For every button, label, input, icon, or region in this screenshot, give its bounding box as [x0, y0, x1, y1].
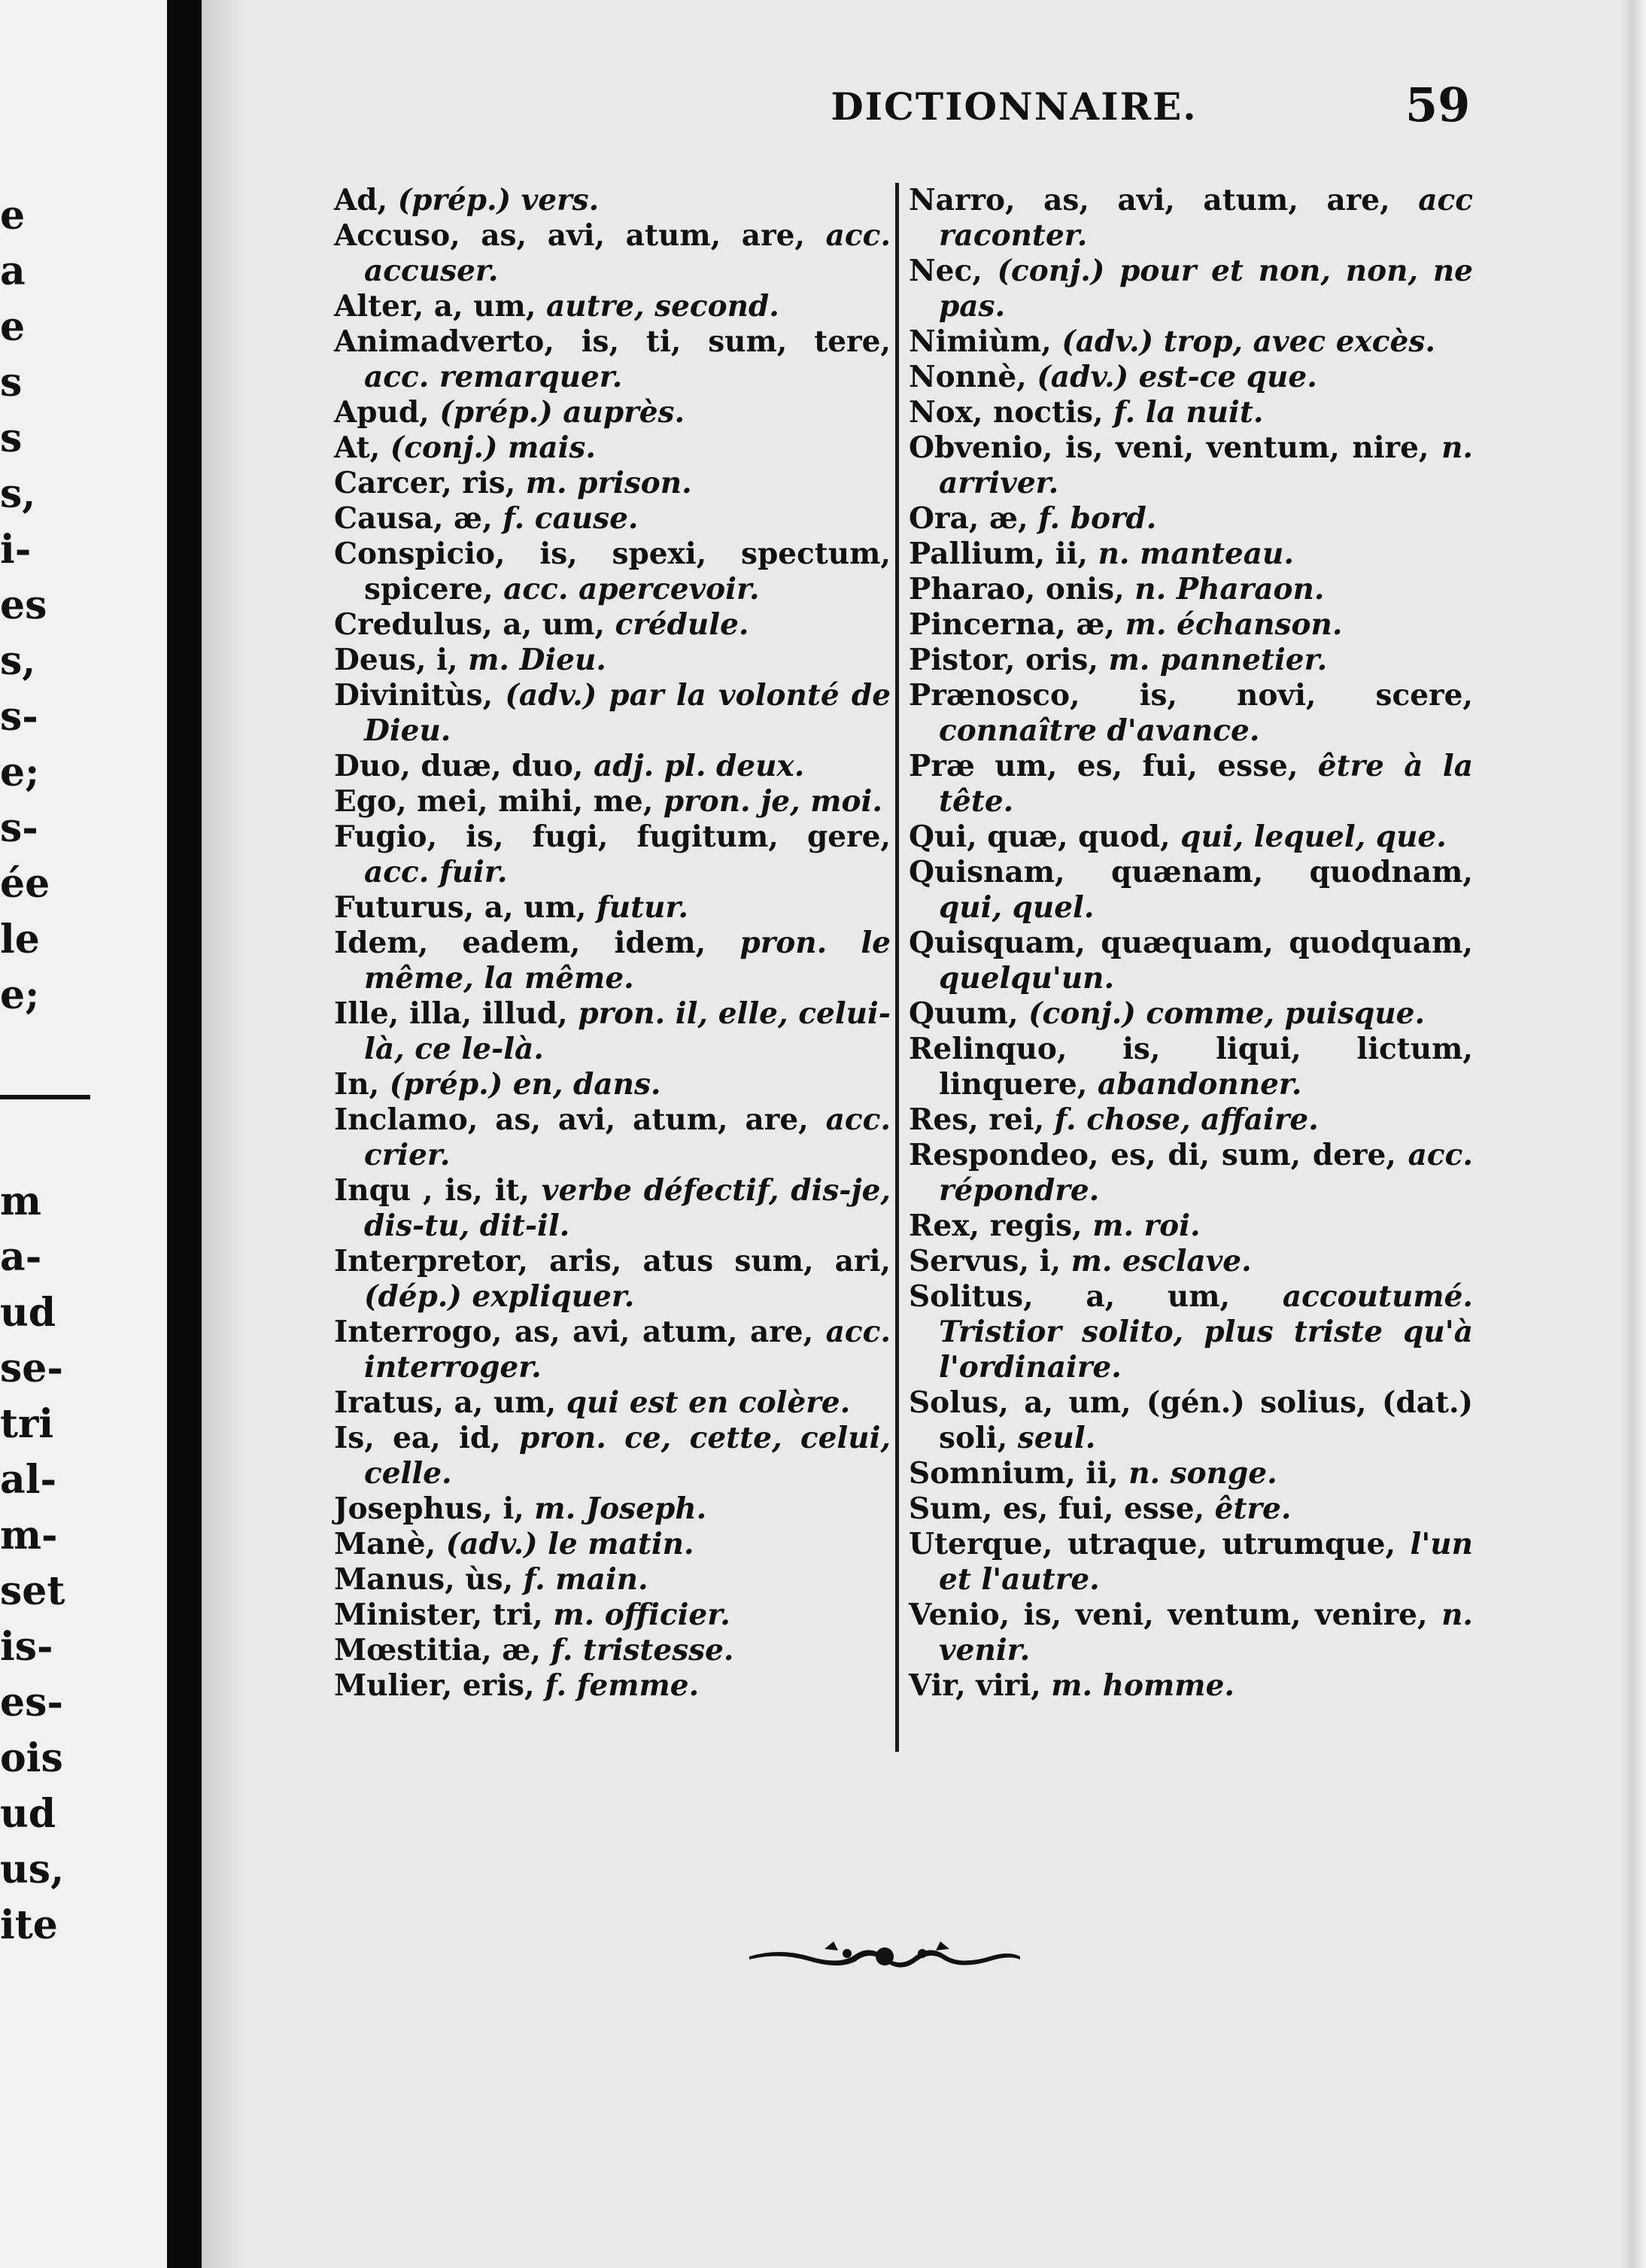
dictionary-entry — [334, 643, 891, 678]
entry-headword: Is, ea, id, — [334, 1421, 520, 1455]
facing-page-fragment: s, — [0, 638, 36, 684]
dictionary-entry — [334, 1527, 891, 1562]
dictionary-entry — [334, 890, 891, 926]
entry-headword: Relinquo, is, liqui, lictum, linquere, — [909, 1032, 1473, 1102]
dictionary-entry — [334, 1633, 891, 1668]
entry-headword: Deus, i, — [334, 643, 469, 677]
dictionary-entry — [909, 1102, 1473, 1138]
entry-headword: Servus, i, — [909, 1244, 1071, 1278]
dictionary-entry — [334, 819, 891, 890]
entry-headword: Ille, illa, illud, — [334, 996, 579, 1031]
entry-gloss: pron. il, elle, celui-là, ce le-là. — [364, 996, 891, 1066]
entry-headword: Quisquam, quæquam, quodquam, — [909, 926, 1473, 960]
entry-headword: Apud, — [334, 395, 440, 430]
entry-headword: Nec, — [909, 254, 998, 288]
facing-page-fragment: i- — [0, 527, 32, 573]
entry-headword: Pharao, onis, — [909, 572, 1135, 607]
dictionary-entry — [334, 1244, 891, 1315]
entry-gloss: adj. pl. deux. — [593, 749, 805, 783]
entry-headword: Qui, quæ, quod, — [909, 819, 1181, 854]
dictionary-entry — [334, 1421, 891, 1491]
entry-gloss: pron. je, moi. — [663, 784, 882, 819]
facing-page-fragment: a- — [0, 1234, 42, 1280]
dictionary-entry — [909, 749, 1473, 819]
facing-page-rule — [0, 1095, 90, 1099]
facing-page-fragment: le — [0, 917, 40, 962]
facing-page-fragment: ite — [0, 1902, 58, 1948]
entry-gloss: acc. fuir. — [364, 855, 508, 889]
facing-page-fragment: se- — [0, 1345, 63, 1391]
entry-headword: Manus, ùs, — [334, 1562, 524, 1597]
entry-headword: Minister, tri, — [334, 1598, 554, 1632]
dictionary-entry — [909, 1598, 1473, 1668]
entry-headword: Venio, is, veni, ventum, venire, — [909, 1598, 1442, 1632]
entry-gloss: f. la nuit. — [1113, 395, 1264, 430]
entry-gloss: m. échanson. — [1125, 607, 1343, 642]
book-gutter — [167, 0, 202, 2268]
entry-headword: Carcer, ris, — [334, 466, 526, 500]
dictionary-entry — [909, 254, 1473, 324]
entry-headword: Nox, noctis, — [909, 395, 1114, 430]
entry-headword: Uterque, utraque, utrumque, — [909, 1527, 1411, 1561]
entry-headword: Causa, æ, — [334, 501, 503, 536]
entry-gloss: f. main. — [523, 1562, 648, 1597]
facing-page-fragment: a — [0, 248, 26, 294]
dictionary-entry — [334, 430, 891, 466]
entry-gloss: acc. crier. — [364, 1102, 891, 1172]
dictionary-entry — [334, 1491, 891, 1527]
running-head: DICTIONNAIRE. — [831, 84, 1198, 129]
dictionary-entry — [909, 572, 1473, 607]
entry-headword: Inclamo, as, avi, atum, are, — [334, 1102, 826, 1137]
dictionary-entry — [909, 1527, 1473, 1598]
dictionary-entry — [334, 466, 891, 501]
entry-headword: Quum, — [909, 996, 1029, 1031]
dictionary-entry — [909, 1279, 1473, 1385]
dictionary-entry — [909, 395, 1473, 430]
dictionary-entry — [334, 1173, 891, 1244]
dictionary-entry — [909, 501, 1473, 537]
dictionary-entry — [909, 537, 1473, 572]
entry-gloss: être à la tête. — [939, 749, 1473, 819]
entry-headword: Ora, æ, — [909, 501, 1039, 536]
entry-headword: Solus, a, um, (gén.) solius, (dat.) soli, — [909, 1385, 1473, 1455]
dictionary-entry — [909, 1032, 1473, 1102]
entry-gloss: acc. interroger. — [364, 1315, 891, 1385]
entry-gloss: acc. apercevoir. — [503, 572, 760, 607]
dictionary-entry — [909, 643, 1473, 678]
entry-gloss: qui, lequel, que. — [1180, 819, 1447, 854]
entry-gloss: acc. accuser. — [364, 218, 891, 288]
entry-headword: Vir, viri, — [909, 1668, 1052, 1703]
entry-gloss: n. songe. — [1128, 1456, 1277, 1491]
dictionary-entry — [334, 1385, 891, 1421]
dictionary-entry — [909, 1668, 1473, 1704]
entry-gloss: f. tristesse. — [551, 1633, 734, 1668]
entry-headword: Fugio, is, fugi, fugitum, gere, — [334, 819, 891, 854]
facing-page-fragment: us, — [0, 1847, 65, 1893]
facing-page-fragment: is- — [0, 1624, 53, 1670]
entry-gloss: connaître d'avance. — [939, 713, 1260, 748]
dictionary-entry — [334, 289, 891, 324]
entry-gloss: (conj.) mais. — [390, 430, 596, 465]
dictionary-entry — [909, 678, 1473, 749]
entry-headword: Præ um, es, fui, esse, — [909, 749, 1318, 783]
entry-headword: Somnium, ii, — [909, 1456, 1129, 1491]
entry-headword: Accuso, as, avi, atum, are, — [334, 218, 826, 253]
dictionary-page — [247, 0, 1619, 2268]
entry-gloss: f. cause. — [503, 501, 639, 536]
gutter-shadow — [202, 0, 247, 2268]
facing-page-fragment: ois — [0, 1735, 63, 1781]
entry-headword: Inqu , is, it, — [334, 1173, 542, 1208]
page-edge — [1619, 0, 1646, 2268]
entry-gloss: n. manteau. — [1098, 537, 1294, 571]
entry-gloss: (conj.) pour et non, non, ne pas. — [939, 254, 1473, 324]
left-column — [334, 183, 891, 1704]
dictionary-entry — [334, 1102, 891, 1173]
facing-page-fragment: e; — [0, 972, 40, 1018]
entry-gloss: m. officier. — [553, 1598, 730, 1632]
entry-headword: Pincerna, æ, — [909, 607, 1125, 642]
entry-headword: Prænosco, is, novi, scere, — [909, 678, 1473, 713]
dictionary-entry — [909, 430, 1473, 501]
entry-headword: Interrogo, as, avi, atum, are, — [334, 1315, 826, 1349]
page-number: 59 — [1405, 78, 1471, 132]
entry-headword: Solitus, a, um, — [909, 1279, 1283, 1314]
entry-gloss: (prép.) auprès. — [439, 395, 685, 430]
dictionary-entry — [909, 183, 1473, 254]
entry-headword: Interpretor, aris, atus sum, ari, — [334, 1244, 891, 1278]
dictionary-entry — [334, 218, 891, 289]
entry-headword: Res, rei, — [909, 1102, 1055, 1137]
entry-headword: Futurus, a, um, — [334, 890, 597, 925]
facing-page-fragment: e — [0, 304, 26, 350]
entry-gloss: crédule. — [615, 607, 749, 642]
entry-gloss: f. bord. — [1038, 501, 1157, 536]
right-column — [909, 183, 1473, 1704]
entry-headword: Respondeo, es, di, sum, dere, — [909, 1138, 1408, 1172]
entry-gloss: seul. — [1017, 1421, 1096, 1455]
entry-headword: Credulus, a, um, — [334, 607, 615, 642]
dictionary-entry — [334, 926, 891, 996]
entry-gloss: m. Joseph. — [534, 1491, 707, 1526]
entry-gloss: accoutumé. Tristior solito, plus triste qu'à l'ordinaire. — [939, 1279, 1473, 1385]
dictionary-entry — [334, 607, 891, 643]
entry-gloss: m. homme. — [1051, 1668, 1234, 1703]
facing-page-fragment: es — [0, 582, 47, 628]
entry-gloss: m. Dieu. — [468, 643, 606, 677]
dictionary-entry — [334, 1562, 891, 1598]
entry-gloss: pron. le même, la même. — [364, 926, 891, 996]
dictionary-entry — [334, 996, 891, 1067]
entry-gloss: (adv.) trop, avec excès. — [1061, 324, 1435, 359]
dictionary-entry — [334, 1315, 891, 1385]
facing-page-fragment: al- — [0, 1457, 57, 1503]
dictionary-entry — [334, 678, 891, 749]
facing-page-fragment: e — [0, 193, 26, 239]
entry-headword: Duo, duæ, duo, — [334, 749, 594, 783]
facing-page-fragments — [0, 188, 65, 1953]
entry-gloss: m. pannetier. — [1108, 643, 1328, 677]
dictionary-entry — [909, 360, 1473, 395]
dictionary-entry — [909, 996, 1473, 1032]
entry-gloss: (adv.) par la volonté de Dieu. — [364, 678, 891, 748]
dictionary-entry — [334, 1067, 891, 1102]
entry-gloss: (prép.) vers. — [397, 183, 600, 217]
entry-gloss: (dép.) expliquer. — [364, 1279, 635, 1314]
facing-page-fragment: m — [0, 1178, 42, 1224]
facing-page-fragment: set — [0, 1568, 65, 1614]
entry-gloss: acc. répondre. — [939, 1138, 1473, 1208]
entry-headword: Animadverto, is, ti, sum, tere, — [334, 324, 891, 359]
dictionary-entry — [334, 1668, 891, 1704]
dictionary-entry — [909, 926, 1473, 996]
entry-gloss: futur. — [596, 890, 688, 925]
ornament-icon — [749, 1934, 1020, 1979]
entry-headword: Narro, as, avi, atum, are, — [909, 183, 1419, 217]
dictionary-entry — [909, 1138, 1473, 1208]
entry-headword: Nonnè, — [909, 360, 1037, 394]
entry-headword: Quisnam, quænam, quodnam, — [909, 855, 1473, 889]
entry-headword: Divinitùs, — [334, 678, 506, 713]
entry-gloss: (adv.) le matin. — [445, 1527, 694, 1561]
entry-headword: Manè, — [334, 1527, 446, 1561]
entry-gloss: autre, second. — [545, 289, 779, 324]
entry-headword: In, — [334, 1067, 390, 1102]
dictionary-entry — [909, 1385, 1473, 1456]
entry-headword: Rex, regis, — [909, 1208, 1093, 1243]
entry-gloss: n. Pharaon. — [1134, 572, 1325, 607]
entry-gloss: acc raconter. — [939, 183, 1473, 253]
entry-headword: Pistor, oris, — [909, 643, 1109, 677]
entry-gloss: (adv.) est-ce que. — [1037, 360, 1317, 394]
dictionary-entry — [334, 501, 891, 537]
dictionary-entry — [909, 1208, 1473, 1244]
entry-headword: Ego, mei, mihi, me, — [334, 784, 664, 819]
entry-gloss: qui, quel. — [939, 890, 1095, 925]
entry-headword: Josephus, i, — [334, 1491, 535, 1526]
entry-gloss: f. femme. — [545, 1668, 700, 1703]
entry-gloss: n. arriver. — [939, 430, 1473, 500]
entry-gloss: pron. ce, cette, celui, celle. — [364, 1421, 891, 1491]
entry-gloss: m. prison. — [525, 466, 692, 500]
dictionary-entry — [909, 819, 1473, 855]
entry-headword: Pallium, ii, — [909, 537, 1098, 571]
entry-gloss: verbe défectif, dis-je, dis-tu, dit-il. — [364, 1173, 891, 1243]
entry-gloss: m. roi. — [1092, 1208, 1201, 1243]
entry-headword: Mœstitia, æ, — [334, 1633, 551, 1668]
entry-gloss: abandonner. — [1097, 1067, 1302, 1102]
entry-headword: Ad, — [334, 183, 398, 217]
dictionary-entry — [909, 1244, 1473, 1279]
entry-gloss: m. esclave. — [1071, 1244, 1252, 1278]
entry-gloss: (conj.) comme, puisque. — [1028, 996, 1426, 1031]
dictionary-entry — [334, 324, 891, 395]
dictionary-entry — [334, 1598, 891, 1633]
dictionary-entry — [334, 183, 891, 218]
entry-gloss: n. venir. — [939, 1598, 1473, 1668]
entry-gloss: qui est en colère. — [566, 1385, 851, 1420]
facing-page-fragment: es- — [0, 1680, 63, 1725]
dictionary-entry — [334, 784, 891, 819]
facing-page-fragment: s — [0, 415, 23, 461]
entry-headword: Iratus, a, um, — [334, 1385, 566, 1420]
dictionary-entry — [909, 855, 1473, 926]
dictionary-entry — [334, 749, 891, 784]
entry-headword: At, — [334, 430, 390, 465]
facing-page-fragment: tri — [0, 1401, 54, 1447]
entry-headword: Idem, eadem, idem, — [334, 926, 740, 960]
entry-gloss: f. chose, affaire. — [1054, 1102, 1319, 1137]
dictionary-entry — [909, 1456, 1473, 1491]
column-divider — [895, 183, 899, 1752]
facing-page-fragment: s- — [0, 694, 38, 740]
entry-headword: Alter, a, um, — [334, 289, 546, 324]
dictionary-entry — [334, 395, 891, 430]
facing-page-fragment: ée — [0, 861, 50, 907]
dictionary-entry — [909, 607, 1473, 643]
entry-gloss: (prép.) en, dans. — [389, 1067, 661, 1102]
facing-page-fragment: ud — [0, 1290, 56, 1336]
entry-gloss: acc. remarquer. — [364, 360, 623, 394]
dictionary-entry — [909, 1491, 1473, 1527]
entry-headword: Nimiùm, — [909, 324, 1062, 359]
facing-page-fragment: s — [0, 360, 23, 406]
facing-page-fragment: s- — [0, 805, 38, 851]
facing-page-edge — [0, 0, 169, 2268]
entry-gloss: quelqu'un. — [939, 961, 1115, 996]
dictionary-entry — [909, 324, 1473, 360]
facing-page-fragment: m- — [0, 1513, 58, 1558]
dictionary-entry — [334, 537, 891, 607]
entry-headword: Mulier, eris, — [334, 1668, 545, 1703]
entry-gloss: l'un et l'autre. — [939, 1527, 1473, 1597]
entry-headword: Sum, es, fui, esse, — [909, 1491, 1215, 1526]
facing-page-fragment: s, — [0, 471, 36, 517]
entry-headword: Conspicio, is, spexi, spectum, spicere, — [334, 537, 891, 607]
entry-headword: Obvenio, is, veni, ventum, nire, — [909, 430, 1442, 465]
facing-page-fragment: ud — [0, 1791, 56, 1837]
facing-page-fragment: e; — [0, 749, 40, 795]
entry-gloss: être. — [1214, 1491, 1292, 1526]
